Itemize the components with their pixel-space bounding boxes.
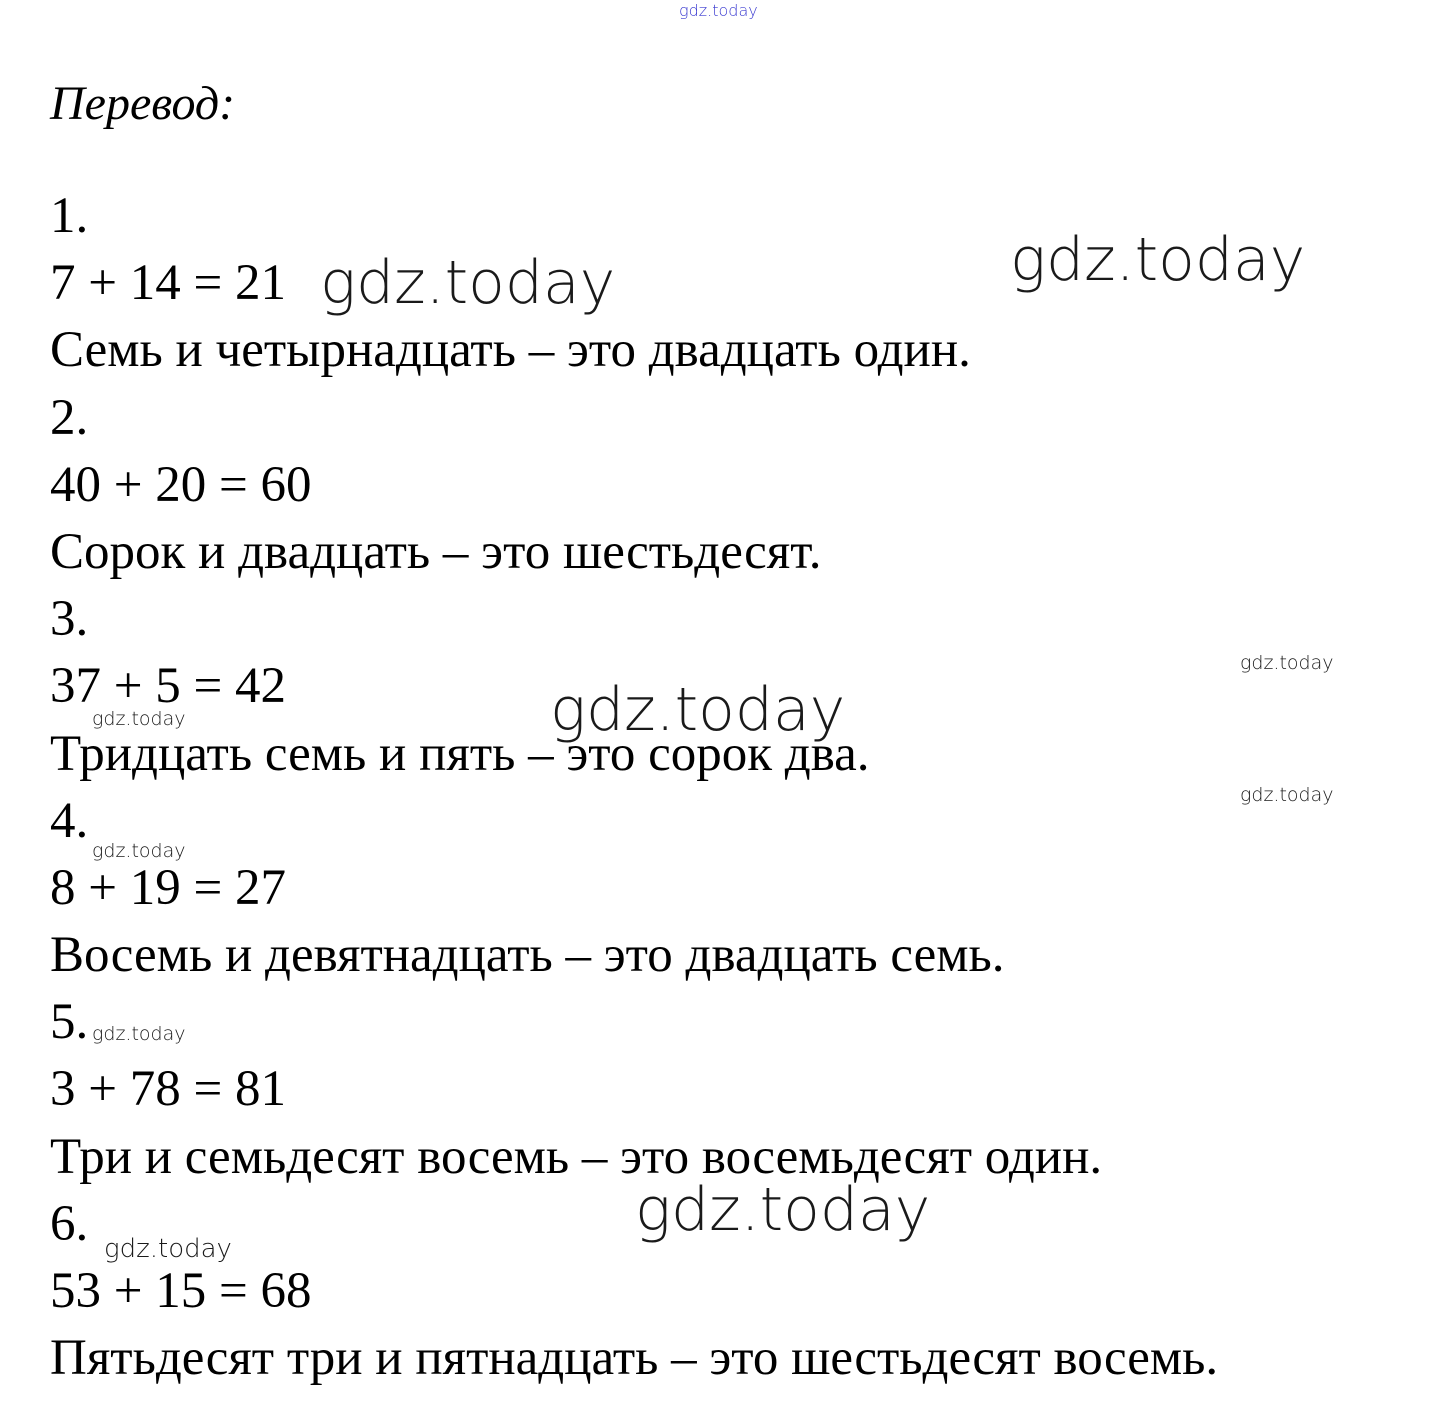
watermark: gdz.today bbox=[92, 840, 186, 862]
equation: 3 + 78 = 81 bbox=[50, 1061, 287, 1118]
header-watermark: gdz.today bbox=[679, 1, 758, 20]
sentence: Три и семьдесят восемь – это восемьдесят один. bbox=[50, 1128, 1103, 1185]
watermark: gdz.today bbox=[550, 675, 846, 745]
equation: 7 + 14 = 21 bbox=[50, 255, 287, 312]
exercise-number: 6. bbox=[50, 1195, 89, 1252]
watermark: gdz.today bbox=[92, 1023, 186, 1045]
watermark: gdz.today bbox=[635, 1175, 931, 1245]
exercise-number: 3. bbox=[50, 591, 89, 648]
sentence: Семь и четырнадцать – это двадцать один. bbox=[50, 322, 971, 379]
watermark: gdz.today bbox=[1240, 784, 1334, 806]
watermark: gdz.today bbox=[104, 1234, 232, 1264]
watermark: gdz.today bbox=[320, 248, 616, 318]
equation: 53 + 15 = 68 bbox=[50, 1263, 312, 1319]
equation: 40 + 20 = 60 bbox=[50, 456, 312, 513]
equation: 8 + 19 = 27 bbox=[50, 859, 287, 916]
exercise-number: 2. bbox=[50, 389, 89, 446]
sentence: Восемь и девятнадцать – это двадцать семь. bbox=[50, 927, 1005, 984]
exercise-number: 1. bbox=[50, 188, 89, 244]
watermark: gdz.today bbox=[1010, 225, 1306, 295]
watermark: gdz.today bbox=[92, 708, 186, 730]
watermark: gdz.today bbox=[1240, 652, 1334, 674]
sentence: Пятьдесят три и пятнадцать – это шестьдесят восемь. bbox=[50, 1330, 1219, 1387]
translation-heading: Перевод: bbox=[50, 77, 236, 130]
exercise-number: 4. bbox=[50, 792, 89, 849]
sentence: Сорок и двадцать – это шестьдесят. bbox=[50, 523, 822, 580]
sentence: Тридцать семь и пять – это сорок два. bbox=[50, 725, 870, 782]
exercise-number: 5. bbox=[50, 994, 89, 1051]
equation: 37 + 5 = 42 bbox=[50, 658, 287, 715]
